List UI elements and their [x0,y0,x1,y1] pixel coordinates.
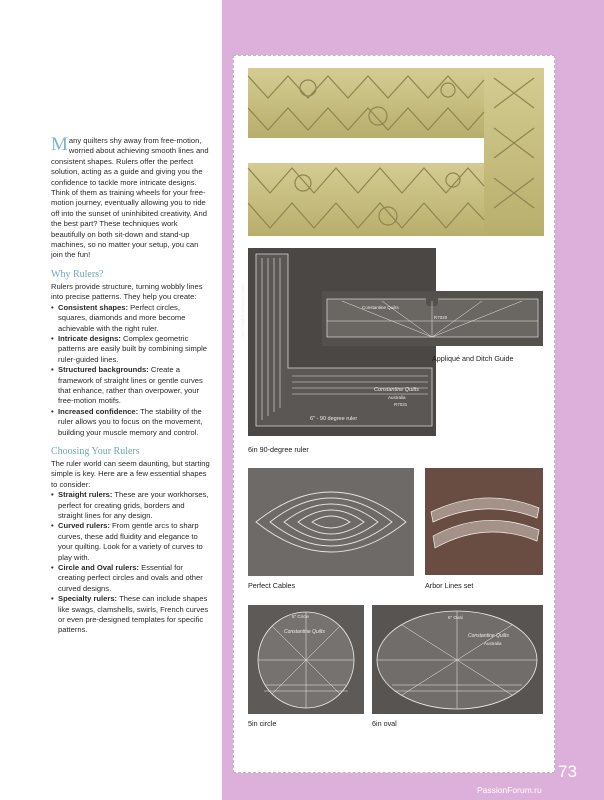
choosing-rulers-heading: Choosing Your Rulers [51,445,140,457]
list-item: • Curved rulers: From gentle arcs to sharp curves, these add fluidity and elegance to your quilting. Look for a variety of curves to play with. [51,521,211,563]
list-item: • Straight rulers: These are your workhorses, perfect for creating grids, borders and straight lines for any design. [51,490,211,521]
caption-cables: Perfect Cables [248,581,296,590]
ruler-90-print-country: Australia [388,395,406,400]
caption-arbor: Arbor Lines set [425,581,474,590]
arbor-lines-illustration [425,468,543,575]
article-text [51,136,211,636]
caption-oval: 6in oval [372,719,397,728]
caption-ruler-90: 6in 90-degree ruler [248,445,309,454]
oval-ruler-photo [372,605,543,714]
oval-print-brand: Constantine Quilts [468,633,509,639]
perfect-cables-photo [248,468,414,576]
list-item: • Increased confidence: The stability of the ruler allows you to focus on the movement, building your muscle memory and control. [51,407,211,438]
list-item: • Intricate designs: Complex geometric patterns are easily built by combining simple ruler-guided lines. [51,334,211,365]
caption-applique: Appliqué and Ditch Guide [432,354,514,363]
applique-print-code: R7020 [434,315,448,320]
quilted-fabric-photo [248,68,544,236]
circle-ruler-photo [248,605,364,714]
applique-print-brand: Constantine Quilts [362,305,399,310]
quilted-fabric-illustration [248,68,544,236]
choosing-rulers-list [51,490,211,636]
why-rulers-heading: Why Rulers? [51,268,104,280]
circle-print-brand: Constantine Quilts [284,629,325,635]
list-item: • Consistent shapes: Perfect circles, squares, diamonds and more become achievable with the right ruler. [51,303,211,334]
page-number: 73 [558,762,577,781]
why-rulers-lead: Rulers provide structure, turning wobbly lines into precise patterns. They help you create: [51,281,203,302]
ruler-90-print-brand: Constantine Quilts [374,387,419,393]
intro-text: any quilters shy away from free-motion, worried about achieving smooth lines and consistent shapes. Rulers offer the perfect solution, acting as a guide and giving you the confidence to tackle more intricate designs. Think of them as training wheels for your free-motion journey, eventually allowing you to ride off into the sunset of uninhibited creativity. And the best part? These techniques work beautifully on both sit-down and stand-up machines, so no matter your setup, you can join the fun! [51,136,209,260]
perfect-cables-illustration [248,468,414,576]
intro-paragraph [51,136,211,261]
list-item: • Specialty rulers: These can include shapes like swags, clamshells, swirls, French curves or even pre-designed templates for specific patterns. [51,594,211,636]
drop-cap: M [51,134,68,155]
list-item: • Circle and Oval rulers: Essential for creating perfect circles and ovals and other curved designs. [51,563,211,594]
why-rulers-list [51,303,211,438]
ruler-90-print-label: 6" - 90 degree ruler [310,416,358,422]
applique-guide-photo [322,291,543,346]
watermark: PassionForum.ru [477,785,542,795]
ruler-90-print-code: R7031 [394,402,408,407]
choosing-rulers-lead: The ruler world can seem daunting, but starting simple is key. Here are a few essential shapes to consider: [51,458,210,489]
applique-guide-illustration [322,291,543,346]
oval-print-country: Australia [484,641,502,646]
ruler-90-print-website: www.constantinequilts.com [240,283,246,338]
circle-ruler-illustration [248,605,364,714]
caption-circle: 5in circle [248,719,277,728]
oval-print-size: 6" Oval [448,615,463,620]
list-item: • Structured backgrounds: Create a framework of straight lines or gentle curves that enhance, rather than overpower, your free-motion motifs. [51,365,211,407]
circle-print-size: 5" Circle [292,614,309,619]
arbor-lines-photo [425,468,543,575]
oval-ruler-illustration [372,605,543,714]
